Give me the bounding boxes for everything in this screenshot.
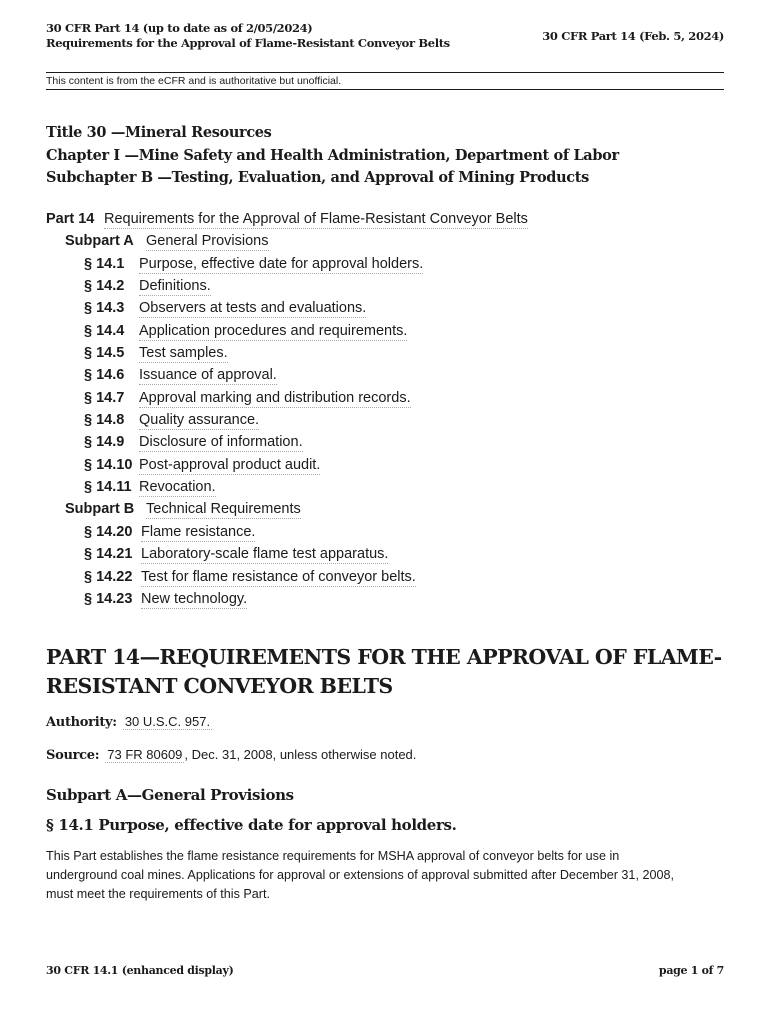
hierarchy-block <box>46 122 619 190</box>
toc-section-row <box>46 543 724 565</box>
part-heading-line: RESISTANT CONVEYOR BELTS <box>46 673 393 698</box>
toc-section-row <box>46 431 724 453</box>
page-number: page 1 of 7 <box>658 964 724 977</box>
toc-section-row <box>46 253 724 275</box>
toc-section-row <box>46 320 724 342</box>
hierarchy-chapter: Chapter I —Mine Safety and Health Administration, Department of Labor <box>46 146 619 164</box>
section-heading: § 14.1 Purpose, effective date for approval holders. <box>46 816 457 834</box>
subpart-heading: Subpart A—General Provisions <box>46 786 294 804</box>
toc-section-number: § 14.10 <box>84 456 133 473</box>
toc-section-number: § 14.6 <box>84 367 125 384</box>
toc-section-link[interactable]: Post-approval product audit. <box>139 456 321 473</box>
toc-section-number: § 14.21 <box>84 546 133 563</box>
toc-section-number: § 14.9 <box>84 434 125 451</box>
toc-section-number: § 14.23 <box>84 590 133 607</box>
toc-section-number: § 14.11 <box>84 479 132 496</box>
header-citation: 30 CFR Part 14 (Feb. 5, 2024) <box>542 29 724 43</box>
toc-section-row <box>46 342 724 364</box>
running-header <box>46 21 450 51</box>
authority-link[interactable]: 30 U.S.C. 957. <box>124 714 211 729</box>
toc-subpart-number: Subpart B <box>65 501 135 518</box>
unofficial-notice: This content is from the eCFR and is authoritative but unofficial. <box>46 75 342 87</box>
part-heading-line: PART 14—REQUIREMENTS FOR THE APPROVAL OF FLAME- <box>46 645 722 669</box>
toc-part-link[interactable]: Requirements for the Approval of Flame-Resistant Conveyor Belts <box>104 211 528 227</box>
toc-section-link[interactable]: Issuance of approval. <box>139 367 277 384</box>
toc-section-row <box>46 409 724 431</box>
toc-section-row <box>46 476 724 498</box>
toc-section-number: § 14.5 <box>84 345 125 362</box>
toc-section-row <box>46 454 724 476</box>
toc-section-link[interactable]: Test samples. <box>139 345 228 362</box>
section-body-line: This Part establishes the flame resistance requirements for MSHA approval of conveyor belts for use in <box>46 849 620 863</box>
toc-section-link[interactable]: Approval marking and distribution records. <box>139 389 411 406</box>
toc-subpart-row <box>46 230 724 252</box>
notice-bar <box>46 72 724 90</box>
source-row <box>46 747 416 763</box>
toc-section-link[interactable]: Purpose, effective date for approval holders. <box>139 255 424 272</box>
toc-section-row <box>46 364 724 386</box>
toc-section-link[interactable]: Disclosure of information. <box>139 434 303 451</box>
header-subtitle-line: Requirements for the Approval of Flame-Resistant Conveyor Belts <box>46 36 450 50</box>
toc-section-row <box>46 387 724 409</box>
toc-subpart-number: Subpart A <box>65 233 134 250</box>
toc-section-row <box>46 297 724 319</box>
header-title-line: 30 CFR Part 14 (up to date as of 2/05/2024) <box>46 21 313 35</box>
toc-section-number: § 14.20 <box>84 523 133 540</box>
toc-section-link[interactable]: Test for flame resistance of conveyor belts. <box>141 568 416 585</box>
toc-section-row <box>46 275 724 297</box>
toc-section-number: § 14.1 <box>84 255 125 272</box>
toc-section-row <box>46 566 724 588</box>
authority-row <box>46 714 212 730</box>
toc-section-row <box>46 588 724 610</box>
table-of-contents <box>46 208 724 610</box>
document-page <box>46 0 724 1024</box>
toc-section-link[interactable]: Application procedures and requirements. <box>139 322 408 339</box>
toc-subpart-row <box>46 498 724 520</box>
section-body-line: underground coal mines. Applications for approval or extensions of approval submitted after December 31, 2008, <box>46 868 674 882</box>
toc-subpart-link[interactable]: Technical Requirements <box>146 501 301 518</box>
toc-section-number: § 14.7 <box>84 389 125 406</box>
source-link[interactable]: 73 FR 80609 <box>107 747 183 762</box>
section-body <box>46 847 724 904</box>
footer-citation: 30 CFR 14.1 (enhanced display) <box>46 964 234 977</box>
toc-section-number: § 14.3 <box>84 300 125 317</box>
toc-subpart-link[interactable]: General Provisions <box>146 233 269 250</box>
toc-section-link[interactable]: Observers at tests and evaluations. <box>139 300 367 317</box>
source-label: Source: <box>46 748 100 763</box>
hierarchy-title: Title 30 —Mineral Resources <box>46 124 272 141</box>
toc-section-link[interactable]: Laboratory-scale flame test apparatus. <box>141 546 389 563</box>
section-body-line: must meet the requirements of this Part. <box>46 887 270 901</box>
toc-section-link[interactable]: Revocation. <box>139 479 216 496</box>
toc-section-number: § 14.4 <box>84 322 125 339</box>
toc-section-number: § 14.22 <box>84 568 133 585</box>
hierarchy-subchapter: Subchapter B —Testing, Evaluation, and Approval of Mining Products <box>46 169 589 186</box>
toc-section-number: § 14.8 <box>84 412 125 429</box>
toc-part-number: Part 14 <box>46 211 95 227</box>
toc-section-link[interactable]: New technology. <box>141 590 248 607</box>
authority-label: Authority: <box>46 715 117 730</box>
part-heading <box>46 643 724 700</box>
toc-part-row <box>46 208 724 230</box>
toc-section-link[interactable]: Definitions. <box>139 278 211 295</box>
toc-section-link[interactable]: Flame resistance. <box>141 523 256 540</box>
toc-section-row <box>46 521 724 543</box>
toc-section-link[interactable]: Quality assurance. <box>139 412 260 429</box>
toc-section-number: § 14.2 <box>84 278 125 295</box>
source-text: , Dec. 31, 2008, unless otherwise noted. <box>184 747 417 762</box>
